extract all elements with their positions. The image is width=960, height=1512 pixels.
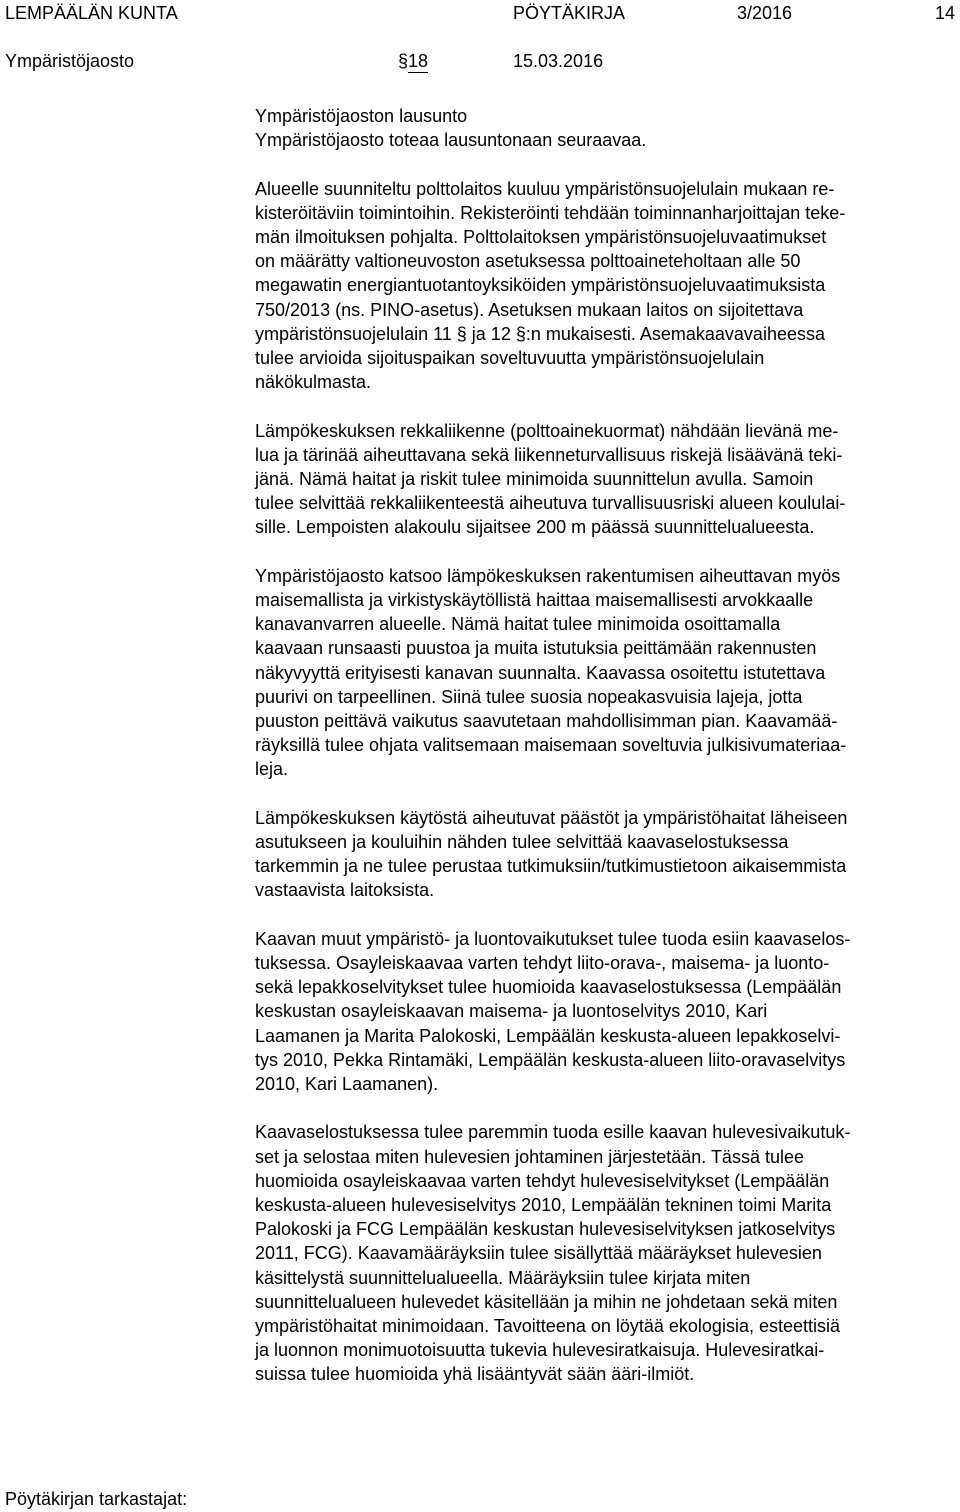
- text-line: Laamanen ja Marita Palokoski, Lempäälän keskusta-alueen lepakkoselvi-: [255, 1025, 841, 1046]
- text-line: tarkemmin ja ne tulee perustaa tutkimuksiin/tutkimustietoon aikaisemmista: [255, 856, 847, 877]
- text-line: keskustan osayleiskaavan maisema- ja luontoselvitys 2010, Kari: [255, 1001, 768, 1022]
- paragraph: [255, 419, 955, 540]
- text-line: 750/2013 (ns. PINO-asetus). Asetuksen mukaan laitos on sijoitettava: [255, 299, 804, 320]
- text-line: asutukseen ja kouluihin nähden tulee selvittää kaavaselostuksessa: [255, 832, 789, 853]
- text-line: Kaavaselostuksessa tulee paremmin tuoda esille kaavan hulevesivaikutuk-: [255, 1122, 851, 1143]
- text-line: käsittelystä suunnittelualueella. Määräyksiin tulee kirjata miten: [255, 1267, 751, 1288]
- text-line: ympäristöhaitat minimoidaan. Tavoitteena on löytää ekologisia, esteettisiä: [255, 1316, 840, 1337]
- text-line: keskusta-alueen hulevesiselvitys 2010, Lempäälän tekninen toimi Marita: [255, 1195, 832, 1216]
- document-body: [255, 104, 955, 1387]
- text-line: kisteröitäviin toimintoihin. Rekisteröinti tehdään toiminnanharjoittajan teke-: [255, 202, 846, 223]
- paragraph: [255, 177, 955, 395]
- text-line: Ympäristöjaoston lausunto: [255, 106, 468, 126]
- meeting-date: 15.03.2016: [513, 51, 604, 71]
- text-line: suissa tulee huomioida yhä lisääntyvät sään ääri-ilmiöt.: [255, 1364, 695, 1385]
- text-line: puurivi on tarpeellinen. Siinä tulee suosia nopeakasvuisia lajeja, jotta: [255, 686, 803, 707]
- text-line: räyksillä tulee ohjata valitsemaan maisemaan soveltuvia julkisivumateriaa-: [255, 735, 847, 756]
- text-line: 2011, FCG). Kaavamääräyksiin tulee sisällyttää määräykset hulevesien: [255, 1243, 822, 1264]
- text-line: leja.: [255, 759, 289, 780]
- text-line: tys 2010, Pekka Rintamäki, Lempäälän keskusta-alueen liito-oravaselvitys: [255, 1049, 846, 1070]
- text-line: maisemallista ja virkistyskäytöllistä haittaa maisemallisesti arvokkaalle: [255, 590, 814, 611]
- text-line: set ja selostaa miten hulevesien johtaminen järjestetään. Tässä tulee: [255, 1146, 804, 1167]
- committee-name: Ympäristöjaosto: [5, 51, 135, 71]
- municipality-name: LEMPÄÄLÄN KUNTA: [5, 3, 178, 23]
- text-line: näkyvyyttä erityisesti kanavan suunnalta. Kaavassa osoitettu istutettava: [255, 662, 826, 683]
- text-line: Alueelle suunniteltu polttolaitos kuuluu ympäristönsuojelulain mukaan re-: [255, 178, 835, 199]
- reviewers-label: Pöytäkirjan tarkastajat:: [5, 1489, 188, 1509]
- text-line: Lämpökeskuksen käytöstä aiheutuvat päästöt ja ympäristöhaitat läheiseen: [255, 807, 848, 828]
- text-line: män ilmoituksen pohjalta. Polttolaitoksen ympäristönsuojeluvaatimukset: [255, 227, 827, 247]
- text-line: ja luonnon monimuotoisuutta tukevia hulevesiratkaisuja. Hulevesiratkai-: [255, 1340, 825, 1361]
- text-line: 2010, Kari Laamanen).: [255, 1074, 439, 1095]
- paragraph: [255, 104, 955, 152]
- text-line: Ympäristöjaosto katsoo lämpökeskuksen rakentumisen aiheuttavan myös: [255, 565, 841, 586]
- text-line: tuksessa. Osayleiskaavaa varten tehdyt liito-orava-, maisema- ja luonto-: [255, 953, 830, 974]
- document-number: 3/2016: [737, 3, 793, 23]
- text-line: Kaavan muut ympäristö- ja luontovaikutukset tulee tuoda esiin kaavaselos-: [255, 928, 851, 949]
- text-line: puuston peittävä vaikutus saavutetaan mahdollisimman pian. Kaavamää-: [255, 711, 838, 732]
- text-line: kaavaan runsaasti puustoa ja muita istutuksia peittämään rakennusten: [255, 638, 817, 659]
- paragraph: [255, 564, 955, 782]
- text-line: vastaavista laitoksista.: [255, 880, 435, 901]
- section-number: 18: [408, 51, 429, 71]
- text-line: sille. Lempoisten alakoulu sijaitsee 200 m päässä suunnittelualueesta.: [255, 517, 815, 538]
- page-number: 14: [934, 3, 955, 23]
- section-marker: § 18: [398, 51, 429, 71]
- text-line: huomioida osayleiskaavaa varten tehdyt hulevesiselvitykset (Lempäälän: [255, 1170, 830, 1191]
- document-type: PÖYTÄKIRJA: [513, 3, 626, 23]
- text-line: Ympäristöjaosto toteaa lausuntonaan seuraavaa.: [255, 130, 647, 151]
- text-line: tulee selvittää rekkaliikenteestä aiheutuva turvallisuusriski alueen koululai-: [255, 493, 846, 514]
- text-line: Palokoski ja FCG Lempäälän keskustan hulevesiselvityksen jatkoselvitys: [255, 1219, 836, 1240]
- text-line: sekä lepakkoselvitykset tulee huomioida kaavaselostuksessa (Lempäälän: [255, 977, 842, 998]
- text-line: megawatin energiantuotantoyksiköiden ympäristönsuojeluvaatimuksista: [255, 275, 826, 296]
- text-line: on määrätty valtioneuvoston asetuksessa polttoaineteholtaan alle 50: [255, 251, 801, 272]
- text-line: kanavanvarren alueelle. Nämä haitat tulee minimoida osoittamalla: [255, 614, 781, 635]
- paragraph: [255, 1120, 955, 1386]
- paragraph: [255, 806, 955, 903]
- page-header: [5, 3, 955, 27]
- text-line: jänä. Nämä haitat ja riskit tulee minimoida suunnittelun avulla. Samoin: [255, 469, 814, 490]
- text-line: suunnittelualueen hulevedet käsitellään ja mihin ne johdetaan sekä miten: [255, 1291, 838, 1312]
- text-line: Lämpökeskuksen rekkaliikenne (polttoainekuormat) nähdään lievänä me-: [255, 420, 839, 441]
- meeting-header: [5, 51, 955, 75]
- paragraph: [255, 927, 955, 1096]
- text-line: tulee arvioida sijoituspaikan soveltuvuutta ympäristönsuojelulain: [255, 348, 765, 369]
- text-line: lua ja tärinää aiheuttavana sekä liikenneturvallisuus riskejä lisäävänä teki-: [255, 444, 843, 465]
- text-line: näkökulmasta.: [255, 372, 372, 393]
- text-line: ympäristönsuojelulain 11 § ja 12 §:n mukaisesti. Asemakaavavaiheessa: [255, 323, 825, 344]
